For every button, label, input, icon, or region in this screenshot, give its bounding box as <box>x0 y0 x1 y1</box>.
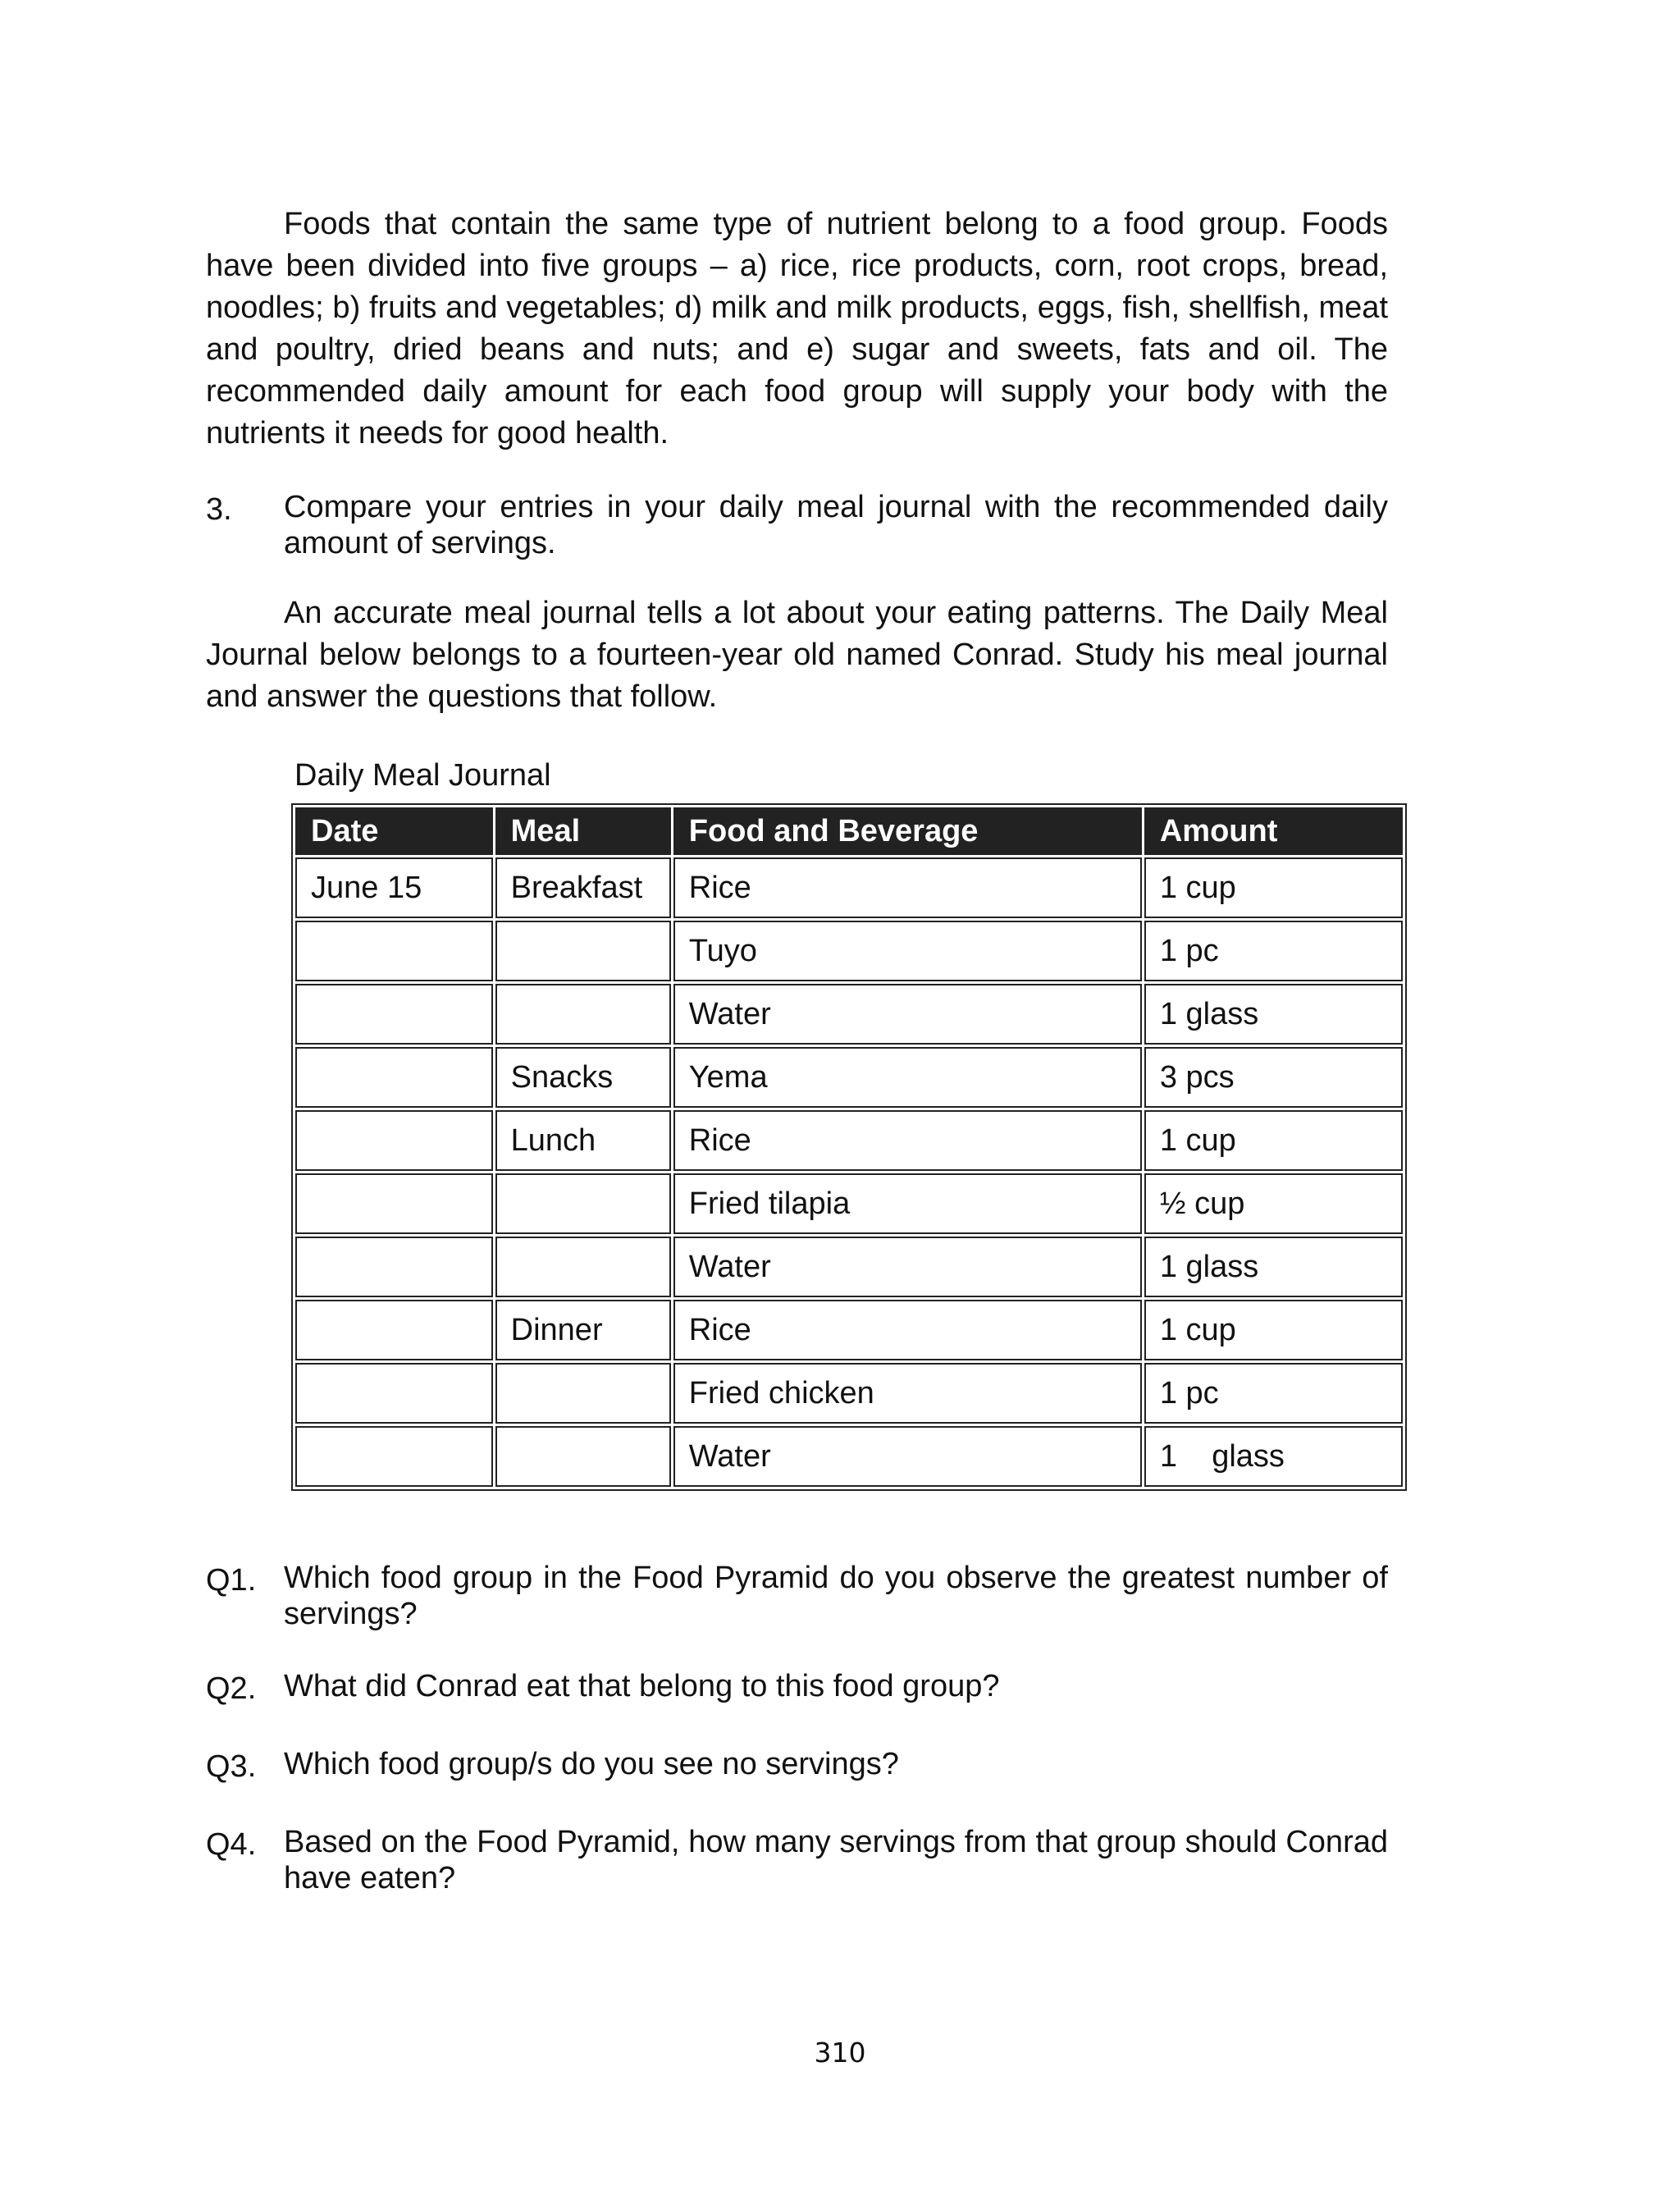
cell-meal <box>495 1173 671 1234</box>
cell-meal <box>495 984 671 1045</box>
question-text: Based on the Food Pyramid, how many servings from that group should Conrad have eaten? <box>284 1825 1388 1895</box>
table-header-row <box>295 807 1403 855</box>
cell-food: Water <box>673 984 1142 1045</box>
question-label: Q1. <box>206 1563 257 1598</box>
cell-amount: 1 glass <box>1144 984 1403 1045</box>
question-q2 <box>206 1668 1388 1710</box>
cell-date <box>295 1173 493 1234</box>
table-row <box>295 921 1403 981</box>
cell-food: Rice <box>673 1110 1142 1171</box>
question-label: Q4. <box>206 1827 257 1862</box>
question-label: Q3. <box>206 1749 257 1784</box>
questions-list <box>206 1560 1388 1896</box>
step-3-text: Compare your entries in your daily meal journal with the recommended daily amount of servings. <box>284 490 1388 560</box>
cell-amount: 1 glass <box>1144 1237 1403 1297</box>
cell-food: Water <box>673 1426 1142 1487</box>
header-meal: Meal <box>495 807 671 855</box>
cell-amount: 1 cup <box>1144 1110 1403 1171</box>
table-row <box>295 1237 1403 1297</box>
cell-food: Tuyo <box>673 921 1142 981</box>
cell-amount: ½ cup <box>1144 1173 1403 1234</box>
cell-amount: 1 glass <box>1144 1426 1403 1487</box>
step-3-number: 3. <box>206 492 232 527</box>
cell-food: Fried tilapia <box>673 1173 1142 1234</box>
table-row <box>295 857 1403 918</box>
cell-date: June 15 <box>295 857 493 918</box>
question-text: What did Conrad eat that belong to this food group? <box>284 1669 1000 1703</box>
question-label: Q2. <box>206 1671 257 1706</box>
question-text: Which food group in the Food Pyramid do you observe the greatest number of servings? <box>284 1561 1388 1631</box>
cell-amount: 1 cup <box>1144 1300 1403 1360</box>
table-row <box>295 1300 1403 1360</box>
table-row <box>295 1426 1403 1487</box>
cell-date <box>295 1047 493 1108</box>
header-food-and-beverage: Food and Beverage <box>673 807 1142 855</box>
cell-date <box>295 1426 493 1487</box>
cell-food: Fried chicken <box>673 1363 1142 1424</box>
table-row <box>295 984 1403 1045</box>
cell-meal <box>495 1237 671 1297</box>
question-q4 <box>206 1824 1388 1896</box>
cell-food: Rice <box>673 1300 1142 1360</box>
cell-meal: Snacks <box>495 1047 671 1108</box>
table-row <box>295 1110 1403 1171</box>
question-q3 <box>206 1746 1388 1788</box>
header-amount: Amount <box>1144 807 1403 855</box>
cell-meal <box>495 1426 671 1487</box>
cell-amount: 1 pc <box>1144 1363 1403 1424</box>
daily-meal-journal-table <box>291 803 1407 1491</box>
cell-food: Water <box>673 1237 1142 1297</box>
header-date: Date <box>295 807 493 855</box>
cell-amount: 1 cup <box>1144 857 1403 918</box>
cell-meal: Dinner <box>495 1300 671 1360</box>
cell-meal <box>495 921 671 981</box>
cell-meal: Lunch <box>495 1110 671 1171</box>
cell-meal <box>495 1363 671 1424</box>
cell-date <box>295 984 493 1045</box>
cell-date <box>295 1363 493 1424</box>
page-number: 310 <box>814 2037 866 2069</box>
table-row <box>295 1047 1403 1108</box>
question-q1 <box>206 1560 1388 1632</box>
cell-date <box>295 1237 493 1297</box>
page-content <box>206 203 1388 1932</box>
table-caption: Daily Meal Journal <box>294 758 551 793</box>
table-row <box>295 1363 1403 1424</box>
cell-date <box>295 921 493 981</box>
question-text: Which food group/s do you see no servings? <box>284 1747 899 1781</box>
cell-amount: 3 pcs <box>1144 1047 1403 1108</box>
table-row <box>295 1173 1403 1234</box>
cell-date <box>295 1300 493 1360</box>
intro-paragraph: Foods that contain the same type of nutrient belong to a food group. Foods have been divided into five groups – a) rice, rice products, corn, root crops, bread, noodles; b) fruits and vegetables; d) milk and milk products, eggs, fish, shellfish, meat and poultry, dried beans and nuts; and e) sugar and sweets, fats and oil. The recommended daily amount for each food group will supply your body with the nutrients it needs for good health. <box>206 207 1388 450</box>
cell-food: Yema <box>673 1047 1142 1108</box>
cell-meal: Breakfast <box>495 857 671 918</box>
step-3 <box>206 489 1388 561</box>
cell-date <box>295 1110 493 1171</box>
meal-journal-paragraph: An accurate meal journal tells a lot about your eating patterns. The Daily Meal Journal below belongs to a fourteen-year old named Conrad. Study his meal journal and answer the questions that follow. <box>206 596 1388 714</box>
cell-amount: 1 pc <box>1144 921 1403 981</box>
cell-food: Rice <box>673 857 1142 918</box>
